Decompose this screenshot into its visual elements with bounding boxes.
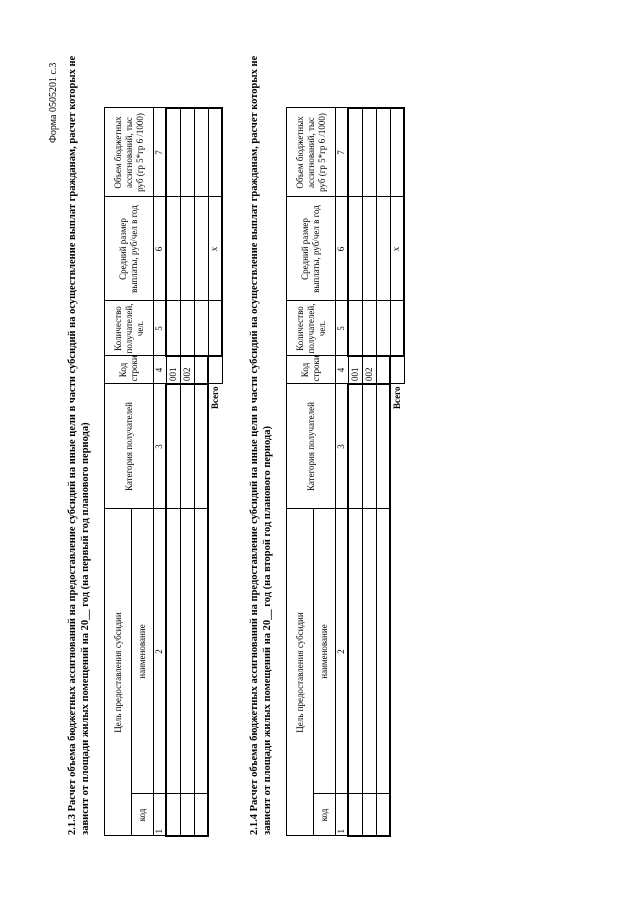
cell-count xyxy=(166,301,180,356)
column-number: 2 xyxy=(336,509,349,794)
cell-code xyxy=(376,794,390,836)
table-section-1 xyxy=(104,107,223,837)
cell-row-code: 001 xyxy=(348,356,362,384)
header-volume: Объем бюджетных ассигнований, тыс руб (гр 5*гр 6 /1000) xyxy=(105,108,154,197)
cell-avg xyxy=(166,197,180,301)
table-row xyxy=(362,108,376,836)
header-code: код xyxy=(314,794,336,836)
table-row xyxy=(166,108,180,836)
table-row xyxy=(376,108,390,836)
cell-name xyxy=(376,509,390,794)
column-number: 4 xyxy=(154,356,167,384)
form-code: Форма 0505201 с.3 xyxy=(48,62,59,143)
cell-avg xyxy=(348,197,362,301)
cell-row-code: 001 xyxy=(166,356,180,384)
column-number: 6 xyxy=(154,197,167,301)
cell-category xyxy=(180,384,194,509)
column-number: 4 xyxy=(336,356,349,384)
column-number: 5 xyxy=(336,301,349,356)
table-section-2 xyxy=(286,107,405,837)
cell-row-code: 002 xyxy=(362,356,376,384)
cell-code xyxy=(362,794,376,836)
header-avg: Средний размер выплаты, руб/чел в год xyxy=(287,197,336,301)
cell-category xyxy=(376,384,390,509)
section-heading-2 xyxy=(248,55,274,835)
header-count: Количество получателей, чел. xyxy=(287,301,336,356)
header-goal: Цель предоставления субсидии xyxy=(287,509,314,836)
column-number: 6 xyxy=(336,197,349,301)
column-number: 7 xyxy=(336,108,349,197)
heading-line: зависит от площади жилых помещений на 20__ год (на второй год планового периода) xyxy=(262,426,273,835)
header-volume: Объем бюджетных ассигнований, тыс руб (гр 5*гр 6 /1000) xyxy=(287,108,336,197)
column-number: 1 xyxy=(154,794,167,836)
cell-volume xyxy=(362,108,376,197)
total-volume xyxy=(208,108,222,197)
column-number: 5 xyxy=(154,301,167,356)
cell-category xyxy=(194,384,208,509)
cell-code xyxy=(194,794,208,836)
cell-row-code xyxy=(390,356,404,384)
total-row xyxy=(208,108,222,836)
cell-avg xyxy=(376,197,390,301)
cell-name xyxy=(180,509,194,794)
cell-name xyxy=(348,509,362,794)
header-avg: Средний размер выплаты, руб/чел в год xyxy=(105,197,154,301)
header-goal: Цель предоставления субсидии xyxy=(105,509,132,836)
cell-volume xyxy=(166,108,180,197)
total-label: Всего xyxy=(210,386,220,409)
cell-row-code: 002 xyxy=(180,356,194,384)
total-row xyxy=(390,108,404,836)
cell-code xyxy=(166,794,180,836)
section-heading-1 xyxy=(66,55,92,835)
cell-row-code xyxy=(376,356,390,384)
cell-category xyxy=(362,384,376,509)
cell-row-code xyxy=(208,356,222,384)
cell-count xyxy=(376,301,390,356)
cell-count xyxy=(194,301,208,356)
total-label: Всего xyxy=(392,386,402,409)
cell-count xyxy=(348,301,362,356)
cell-avg xyxy=(194,197,208,301)
heading-line: 2.1.4 Расчет объема бюджетных ассигнований на предоставление субсидий на иные цели в части субсидий на осуществление выплат гражданам, расчет которых не xyxy=(249,55,260,835)
header-name: наименование xyxy=(314,509,336,794)
header-category: Категория получателей xyxy=(287,384,336,509)
cell-code xyxy=(180,794,194,836)
header-code: код xyxy=(132,794,154,836)
cell-volume xyxy=(376,108,390,197)
header-count: Количество получателей, чел. xyxy=(105,301,154,356)
table-row xyxy=(194,108,208,836)
total-avg: x xyxy=(208,197,222,301)
column-number: 2 xyxy=(154,509,167,794)
cell-avg xyxy=(180,197,194,301)
total-avg: x xyxy=(390,197,404,301)
table-row xyxy=(180,108,194,836)
cell-volume xyxy=(194,108,208,197)
cell-avg xyxy=(362,197,376,301)
total-volume xyxy=(390,108,404,197)
header-row-code: Код строки xyxy=(287,356,336,384)
total-count xyxy=(208,301,222,356)
column-number: 3 xyxy=(336,384,349,509)
cell-count xyxy=(362,301,376,356)
cell-category xyxy=(166,384,180,509)
cell-row-code xyxy=(194,356,208,384)
cell-name xyxy=(166,509,180,794)
table-row xyxy=(348,108,362,836)
column-number: 3 xyxy=(154,384,167,509)
header-row-code: Код строки xyxy=(105,356,154,384)
heading-line: 2.1.3 Расчет объема бюджетных ассигнований на предоставление субсидий на иные цели в части субсидий на осуществление выплат гражданам, расчет которых не xyxy=(67,55,78,835)
cell-category xyxy=(348,384,362,509)
header-name: наименование xyxy=(132,509,154,794)
heading-line: зависит от площади жилых помещений на 20__ год (на первый год планового периода) xyxy=(80,422,91,835)
cell-name xyxy=(194,509,208,794)
header-category: Категория получателей xyxy=(105,384,154,509)
cell-name xyxy=(362,509,376,794)
column-number: 1 xyxy=(336,794,349,836)
cell-volume xyxy=(180,108,194,197)
cell-code xyxy=(348,794,362,836)
cell-count xyxy=(180,301,194,356)
total-count xyxy=(390,301,404,356)
cell-volume xyxy=(348,108,362,197)
column-number: 7 xyxy=(154,108,167,197)
